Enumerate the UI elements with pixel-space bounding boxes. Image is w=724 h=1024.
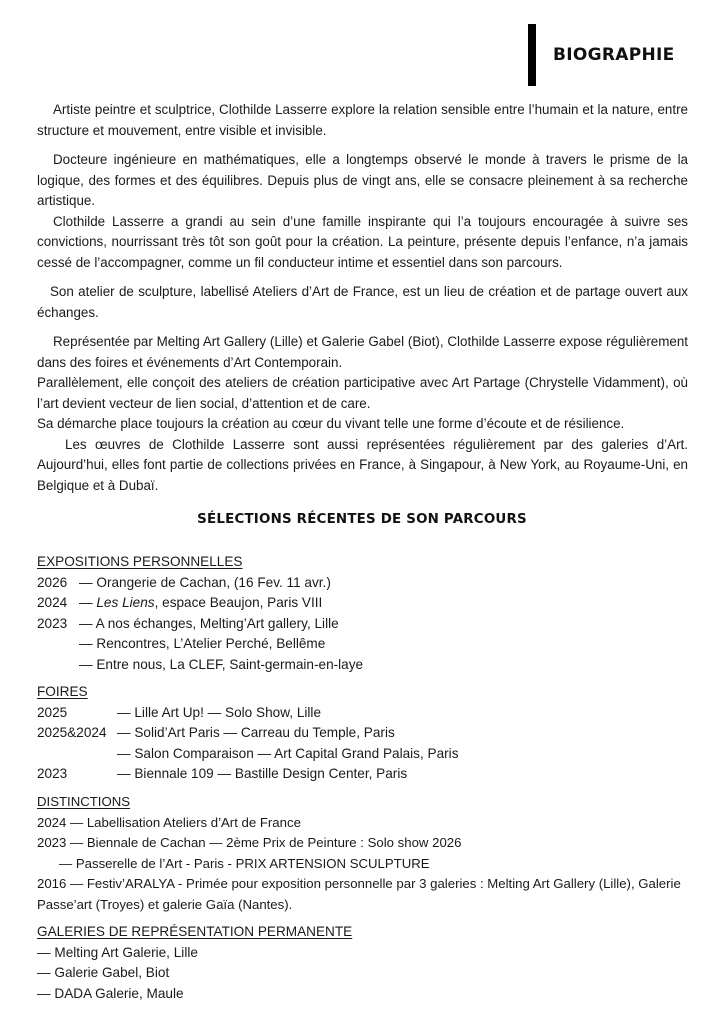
item-text: — Galerie Gabel, Biot [37, 965, 170, 980]
item-year: 2023 [37, 766, 68, 781]
galeries-section [37, 922, 697, 1004]
distinctions-section [37, 792, 697, 915]
bio-paragraph: Sa démarche place toujours la création au cœur du vivant telle une forme d’écoute et de résilience. [37, 416, 625, 431]
bio-paragraph: Les œuvres de Clothilde Lasserre sont aussi représentées régulièrement par des galeries d’Art. Aujourd’hui, elles font partie de collections privées en France, à Singapour, à New York, au Royaume-Uni, en Belgique et à Dubaï. [37, 436, 688, 493]
biography-text [37, 100, 688, 496]
section-heading: FOIRES [37, 684, 88, 699]
item-text: — Biennale 109 — Bastille Design Center, Paris [117, 766, 408, 781]
item-text: 2024 — Labellisation Ateliers d’Art de France [37, 814, 301, 830]
list-item [37, 723, 697, 744]
list-item [37, 634, 697, 655]
list-item [37, 593, 697, 614]
list-item [37, 943, 697, 964]
item-year: 2023 [37, 615, 68, 631]
item-text: — Rencontres, L’Atelier Perché, Bellême [79, 636, 326, 651]
list-item [37, 703, 697, 724]
item-text: , espace Beaujon, Paris VIII [154, 595, 323, 610]
item-text: — Salon Comparaison — Art Capital Grand Palais, Paris [117, 745, 459, 761]
item-text: — Passerelle de l’Art - Paris - PRIX ARTENSION SCULPTURE [59, 855, 430, 871]
item-year: 2025 [37, 704, 68, 720]
list-item [37, 764, 697, 785]
list-item [37, 833, 697, 854]
section-heading: EXPOSITIONS PERSONNELLES [37, 554, 243, 569]
list-item [37, 813, 697, 834]
list-item [37, 744, 697, 765]
item-text: — Entre nous, La CLEF, Saint-germain-en-laye [79, 656, 364, 672]
item-year: 2024 [37, 595, 68, 610]
item-year: 2025&2024 [37, 725, 107, 740]
list-item [37, 854, 697, 875]
bio-paragraph: Docteure ingénieure en mathématiques, elle a longtemps observé le monde à travers le prisme de la logique, des formes et des équilibres. Depuis plus de vingt ans, elle se consacre pleinement à sa recherche artistique. [37, 152, 688, 208]
list-item [37, 984, 697, 1005]
item-year: 2026 [37, 574, 68, 590]
item-text: 2016 — Festiv’ARALYA - Primée pour exposition personnelle par 3 galeries : Melting Art Gallery (Lille), Galerie Passe’art (Troyes) et galerie Gaïa (Nantes). [37, 876, 681, 912]
foires-section [37, 682, 697, 785]
bio-paragraph: Parallèlement, elle conçoit des ateliers de création participative avec Art Partage (Chrystelle Vidamment), où l’art devient vecteur de lien social, d’attention et de care. [37, 375, 688, 411]
section-heading: DISTINCTIONS [37, 794, 131, 809]
item-title-italic: Les Liens [96, 595, 155, 610]
section-heading: GALERIES DE REPRÉSENTATION PERMANENTE [37, 924, 353, 939]
list-item [37, 655, 697, 676]
bio-paragraph: Son atelier de sculpture, labellisé Ateliers d’Art de France, est un lieu de création et de partage ouvert aux échanges. [37, 284, 688, 320]
item-dash: — [79, 595, 97, 610]
list-item [37, 963, 697, 984]
list-item [37, 614, 697, 635]
item-text: 2023 — Biennale de Cachan — 2ème Prix de Peinture : Solo show 2026 [37, 835, 462, 850]
selections-title: SÉLECTIONS RÉCENTES DE SON PARCOURS [197, 512, 527, 527]
expositions-section [37, 552, 697, 675]
title-accent-bar [528, 24, 536, 86]
item-text: — Lille Art Up! — Solo Show, Lille [117, 704, 321, 720]
bio-paragraph: Représentée par Melting Art Gallery (Lille) et Galerie Gabel (Biot), Clothilde Lasserre expose régulièrement dans des foires et événements d’Art Contemporain. [37, 334, 688, 370]
item-text: — Orangerie de Cachan, (16 Fev. 11 avr.) [79, 574, 331, 590]
item-text: — DADA Galerie, Maule [37, 985, 184, 1001]
page-title: BIOGRAPHIE [553, 45, 675, 65]
list-item [37, 573, 697, 594]
bio-paragraph: Artiste peintre et sculptrice, Clothilde Lasserre explore la relation sensible entre l’humain et la nature, entre structure et mouvement, entre visible et invisible. [37, 102, 688, 138]
item-text: — Melting Art Galerie, Lille [37, 944, 198, 960]
page-title-block [528, 24, 675, 86]
item-text: — Solid’Art Paris — Carreau du Temple, Paris [117, 725, 395, 740]
list-item [37, 874, 692, 915]
item-text: — A nos échanges, Melting’Art gallery, Lille [79, 615, 339, 631]
bio-paragraph: Clothilde Lasserre a grandi au sein d’une famille inspirante qui l’a toujours encouragée à suivre ses convictions, nourrissant très tôt son goût pour la création. La peinture, présente depuis l’enfance, n’a jamais cessé de l’accompagner, comme un fil conducteur intime et essentiel dans son parcours. [37, 213, 688, 270]
